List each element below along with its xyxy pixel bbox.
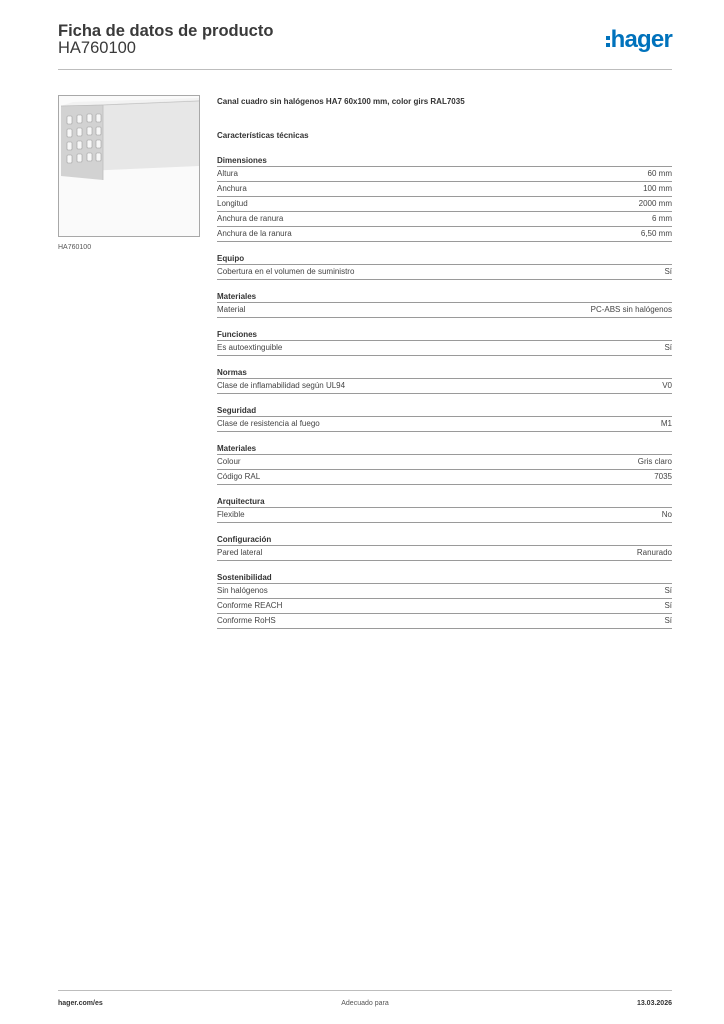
spec-group [217,572,672,629]
spec-value: 100 mm [643,184,672,193]
spec-value: Sí [664,616,672,625]
spec-value: Sí [664,586,672,595]
cable-trunking-icon [59,96,199,236]
spec-row [217,341,672,356]
spec-row [217,167,672,182]
logo-text: hager [610,26,672,53]
spec-value: Sí [664,601,672,610]
spec-row [217,584,672,599]
footer-suitable-for: Adecuado para [341,1000,389,1007]
page-footer [58,990,672,1015]
logo-dots-icon [606,36,610,47]
spec-label: Clase de resistencia al fuego [217,419,320,428]
spec-group-title: Arquitectura [217,496,672,508]
spec-value: PC-ABS sin halógenos [590,305,672,314]
spec-group-title: Equipo [217,253,672,265]
spec-label: Longitud [217,199,248,208]
spec-row [217,614,672,629]
product-code: HA760100 [58,39,136,57]
spec-group [217,534,672,561]
product-image [58,95,200,237]
spec-group-title: Materiales [217,291,672,303]
spec-row [217,212,672,227]
spec-label: Anchura de la ranura [217,229,292,238]
technical-characteristics-heading: Características técnicas [217,131,309,140]
spec-label: Sin halógenos [217,586,268,595]
product-title: Canal cuadro sin halógenos HA7 60x100 mm, color girs RAL7035 [217,97,465,106]
spec-value: V0 [662,381,672,390]
spec-group-title: Dimensiones [217,155,672,167]
image-caption: HA760100 [58,244,92,251]
spec-value: 7035 [654,472,672,481]
spec-label: Conforme RoHS [217,616,276,625]
spec-row [217,546,672,561]
spec-label: Es autoextinguible [217,343,283,352]
spec-label: Pared lateral [217,548,263,557]
spec-group-title: Normas [217,367,672,379]
spec-label: Flexible [217,510,245,519]
spec-group [217,253,672,280]
spec-label: Clase de inflamabilidad según UL94 [217,381,346,390]
spec-label: Anchura [217,184,247,193]
spec-row [217,303,672,318]
spec-value: Sí [664,267,672,276]
footer-website: hager.com/es [58,1000,103,1007]
spec-label: Anchura de ranura [217,214,284,223]
spec-group-title: Sostenibilidad [217,572,672,584]
spec-group-title: Seguridad [217,405,672,417]
spec-label: Altura [217,169,238,178]
spec-row [217,182,672,197]
spec-group-title: Materiales [217,443,672,455]
spec-row [217,508,672,523]
spec-group [217,291,672,318]
spec-row [217,455,672,470]
spec-row [217,227,672,242]
spec-group [217,405,672,432]
spec-value: M1 [660,419,672,428]
spec-row [217,197,672,212]
spec-value: Gris claro [637,457,672,466]
spec-label: Código RAL [217,472,261,481]
spec-value: 60 mm [647,169,672,178]
spec-group-title: Configuración [217,534,672,546]
spec-value: 6,50 mm [640,229,672,238]
spec-value: Ranurado [636,548,672,557]
spec-group [217,329,672,356]
spec-row [217,265,672,280]
spec-value: No [661,510,672,519]
spec-label: Cobertura en el volumen de suministro [217,267,355,276]
spec-group-title: Funciones [217,329,672,341]
spec-group [217,367,672,394]
spec-label: Colour [217,457,241,466]
spec-group [217,496,672,523]
footer-date: 13.03.2026 [636,1000,672,1007]
spec-value: Sí [664,343,672,352]
hager-logo [606,26,672,54]
spec-group [217,155,672,242]
spec-value: 2000 mm [638,199,672,208]
spec-row [217,470,672,485]
document-title: Ficha de datos de producto [58,22,274,40]
spec-group [217,443,672,485]
spec-value: 6 mm [652,214,672,223]
spec-label: Conforme REACH [217,601,283,610]
product-specifications [217,96,672,640]
spec-row [217,417,672,432]
spec-label: Material [217,305,246,314]
spec-groups [217,155,672,629]
page-header [58,20,672,70]
spec-row [217,379,672,394]
spec-row [217,599,672,614]
